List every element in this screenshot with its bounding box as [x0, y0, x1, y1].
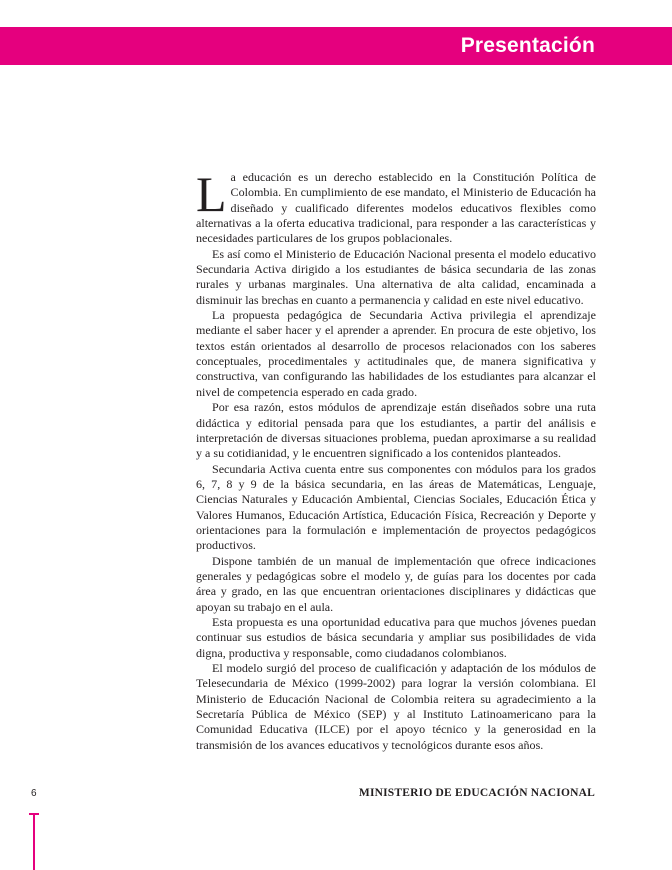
drop-cap: L — [196, 166, 227, 222]
footer-publisher: MINISTERIO DE EDUCACIÓN NACIONAL — [358, 787, 595, 799]
paragraph-1-text: a educación es un derecho establecido en la Constitución Política de Colombia. En cumplimiento de ese mandato, el Ministerio de Educación ha diseñado y cualificado diferentes modelos educativos flexibles como alternativas a la oferta educativa tradicional, para responder a las características y necesidades particulares de los grupos poblacionales. — [196, 170, 596, 246]
page-title: Presentación — [460, 34, 595, 57]
paragraph-8: El modelo surgió del proceso de cualificación y adaptación de los módulos de Telesecundaria de México (1999-2002) para lograr la versión colombiana. El Ministerio de Educación Nacional de Colombia reitera su agradecimiento a la Secretaría Pública de México (SEP) y al Instituto Latinoamericano para la Comunidad Educativa (ILCE) por el apoyo técnico y la generosidad en la transmisión de los avances educativos y tecnológicos durante esos años. — [196, 661, 596, 752]
paragraph-6: Dispone también de un manual de implementación que ofrece indicaciones generales y pedagógicas sobre el modelo y, de guías para los docentes por cada área y grado, en las que encuentran orientaciones disciplinares y didácticas que apoyan su trabajo en el aula. — [196, 553, 596, 614]
page-number: 6 — [31, 788, 37, 799]
paragraph-5: Secundaria Activa cuenta entre sus componentes con módulos para los grados 6, 7, 8 y 9 de la básica secundaria, en las áreas de Matemáticas, Lenguaje, Ciencias Naturales y Educación Ambiental, Ciencias Sociales, Educación Ética y Valores Humanos, Educación Artística, Educación Física, Recreación y Deporte y orientaciones para la formulación e implementación de proyectos pedagógicos productivos. — [196, 461, 596, 553]
paragraph-1 — [196, 166, 596, 247]
paragraph-3: La propuesta pedagógica de Secundaria Activa privilegia el aprendizaje mediante el saber hacer y el aprender a aprender. En procura de este objetivo, los textos están orientados al desarrollo de procesos relacionados con los saberes conceptuales, procedimentales y actitudinales que, de manera significativa y constructiva, van configurando las habilidades de los estudiantes para alcanzar el nivel de competencia esperado en cada grado. — [196, 308, 596, 399]
paragraph-2: Es así como el Ministerio de Educación Nacional presenta el modelo educativo Secundaria Activa dirigido a los estudiantes de básica secundaria de las zonas rurales y urbanas marginales. Una alternativa de alta calidad, encaminada a disminuir las brechas en cuanto a permanencia y calidad en este nivel educativo. — [196, 246, 596, 307]
body-text — [196, 166, 596, 753]
paragraph-7: Esta propuesta es una oportunidad educativa para que muchos jóvenes puedan continuar sus estudios de básica secundaria y ampliar sus posibilidades de vida digna, productiva y responsable, como ciudadanos colombianos. — [196, 614, 596, 660]
header-bar — [0, 27, 672, 65]
margin-crop-mark-vertical — [33, 813, 35, 870]
paragraph-4: Por esa razón, estos módulos de aprendizaje están diseñados sobre una ruta didáctica y editorial pensada para que los estudiantes, a partir del análisis e interpretación de diversas situaciones problema, puedan aproximarse a su realidad y a su cotidianidad, y le encuentren significado a los contenidos planteados. — [196, 400, 596, 461]
